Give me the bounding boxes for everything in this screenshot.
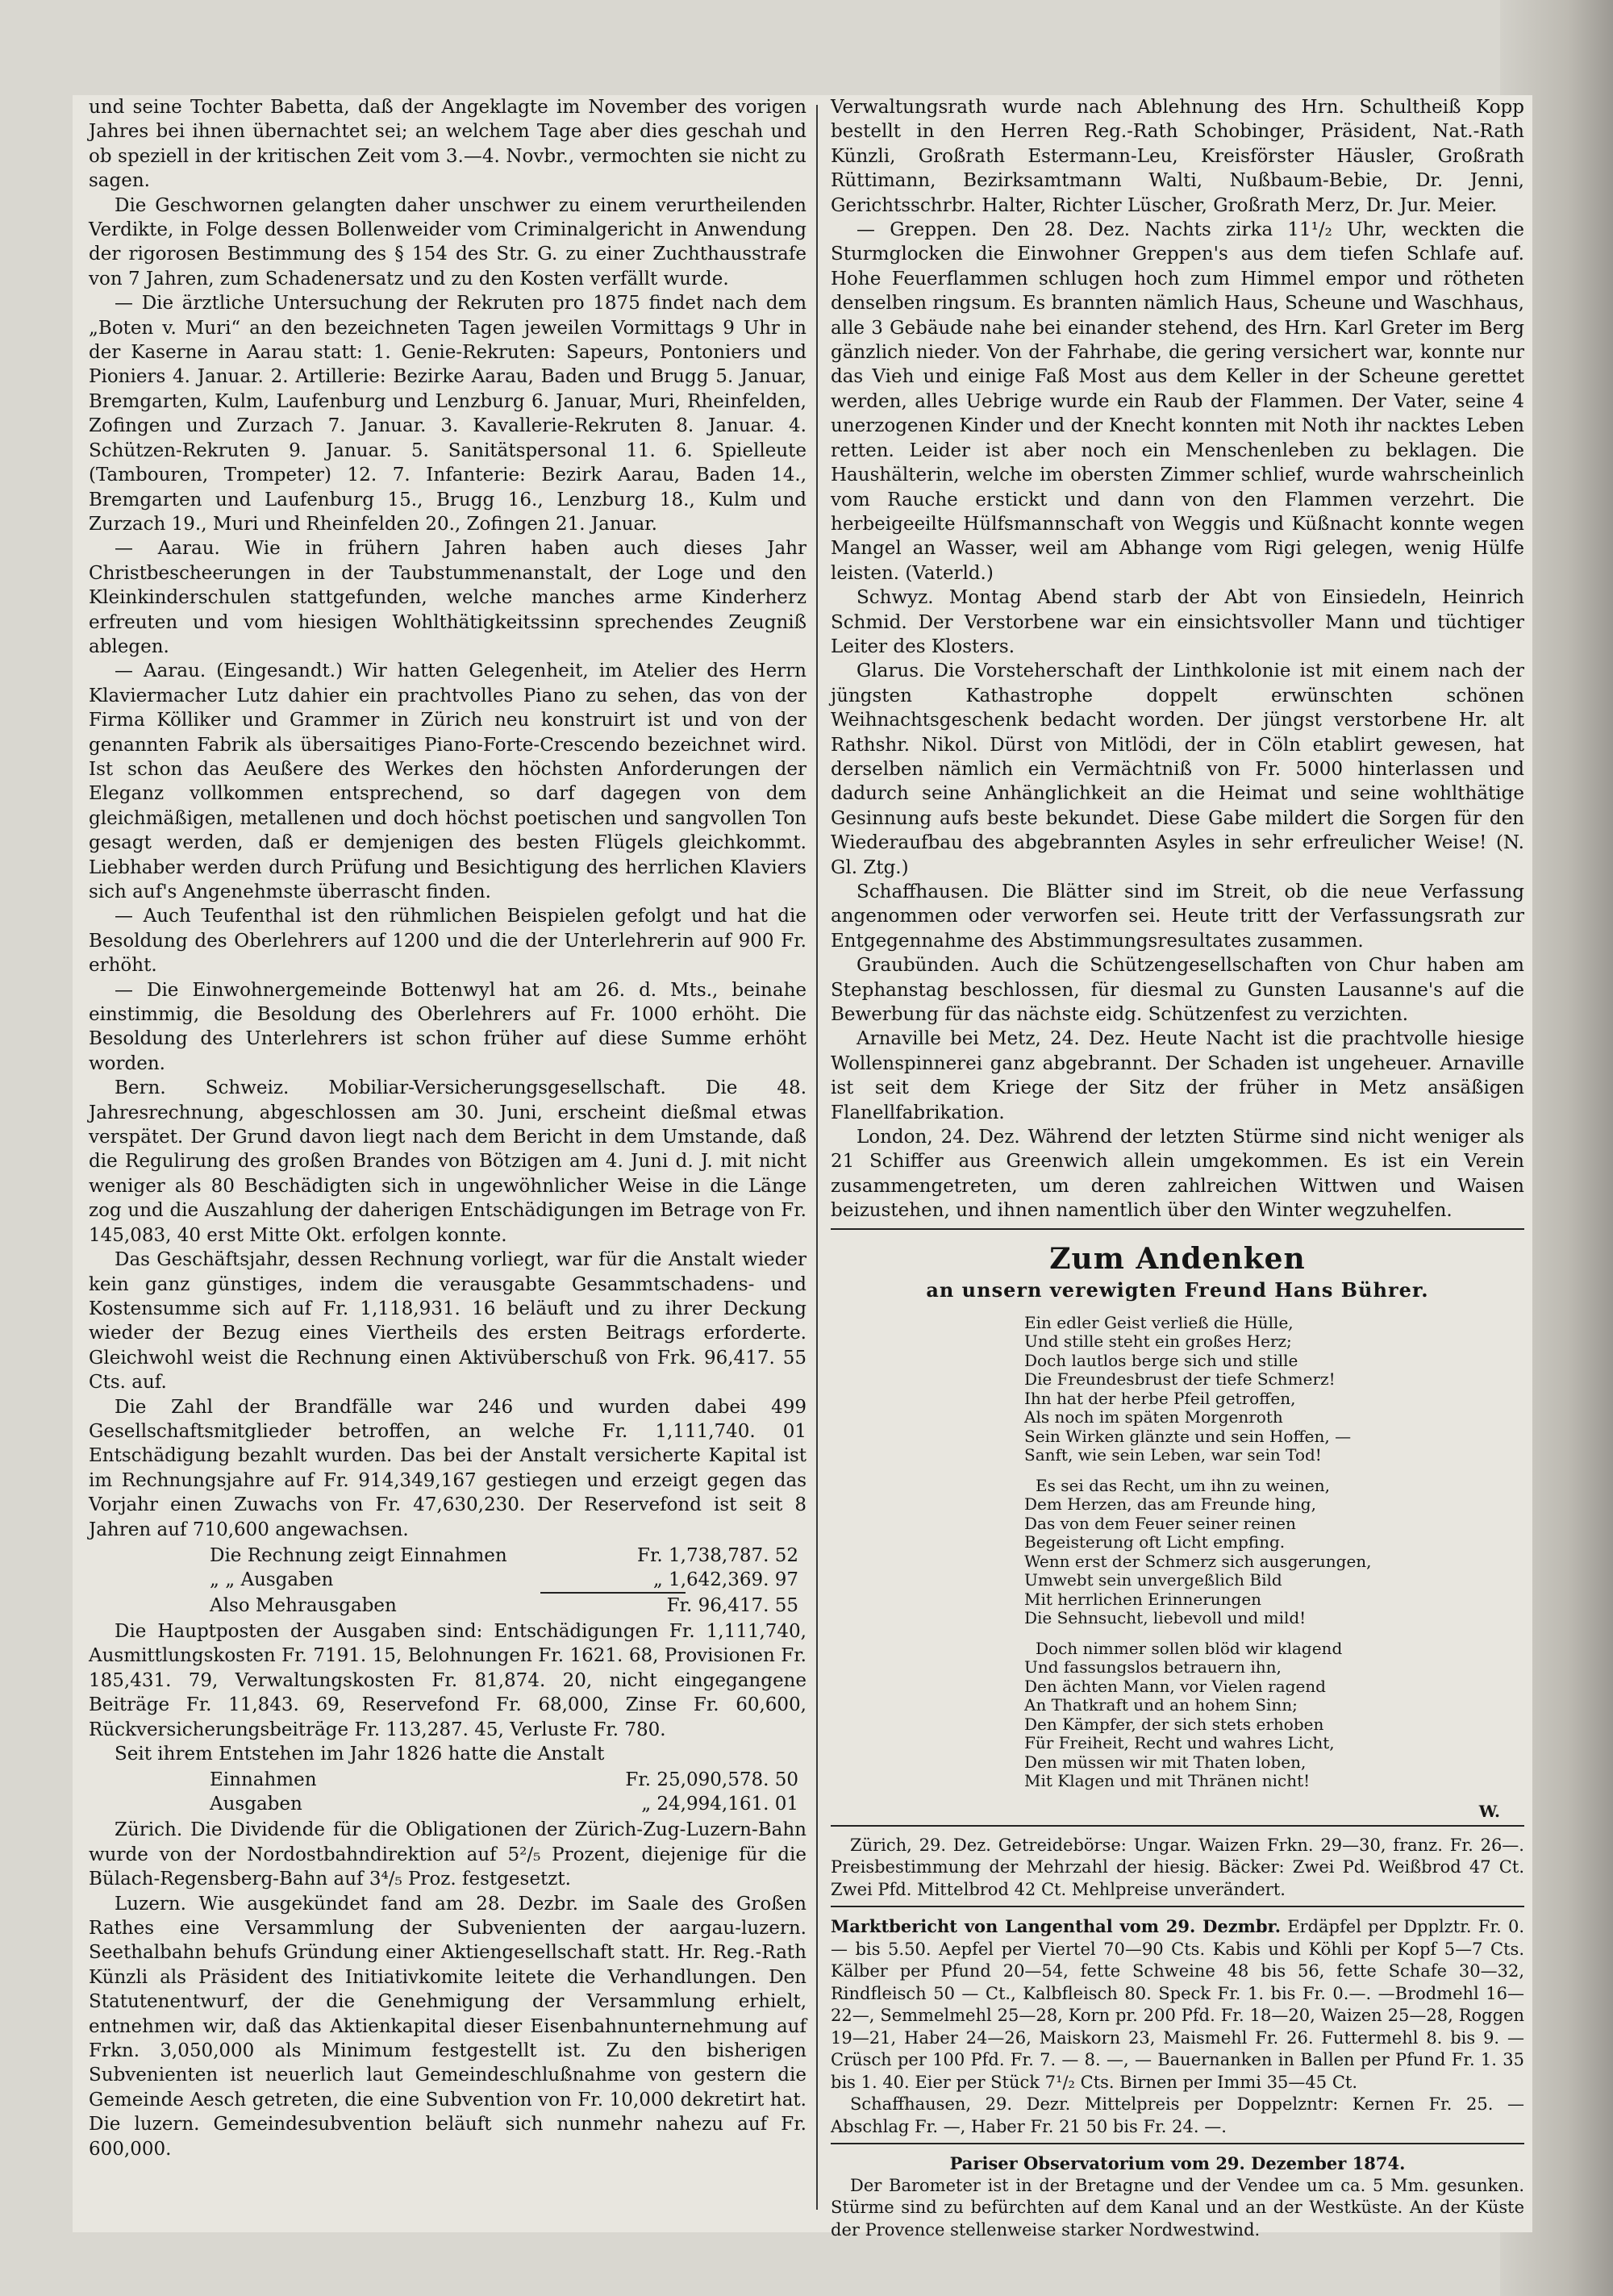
poem-stanza xyxy=(1024,1640,1524,1791)
section-rule xyxy=(831,1825,1524,1827)
article-paragraph: Verwaltungsrath wurde nach Ablehnung des Hrn. Schultheiß Kopp bestellt in den Herren Reg.-Rath Schobinger, Präsident, Nat.-Rath Künzli, Großrath Estermann-Leu, Kreisförster Häusler, Großrath Rüttimann, Bezirksamtmann Walti, Nußbaum-Bebie, Dr. Jenni, Gerichtsschrbr. Halter, Richter Lüscher, Großrath Merz, Dr. Jur. Meier. xyxy=(831,97,1524,216)
article-paragraph: Glarus. Die Vorsteherschaft der Linthkolonie ist mit einem nach der jüngsten Kathastrophe doppelt erwünschten schönen Weihnachtsgeschenk bedacht worden. Der jüngst verstorbene Hr. alt Rathshr. Nikol. Dürst von Mitlödi, der in Cöln etablirt gewesen, hat derselben nämlich ein Vermächtniß von Fr. 5000 hinterlassen und dadurch seine Anhänglichkeit an die Heimat und seine wohlthätige Gesinnung aufs beste bekundet. Diese Gabe mildert die Sorgen für den Wiederaufbau des abgebrannten Asyles in sehr erfreulicher Weise! (N. Gl. Ztg.) xyxy=(831,660,1524,878)
poem-line: Die Freundesbrust der tiefe Schmerz! xyxy=(1024,1369,1336,1390)
section-rule xyxy=(831,2143,1524,2144)
poem-signature: W. xyxy=(1478,1801,1500,1821)
article-paragraph: London, 24. Dez. Während der letzten Stürme sind nicht weniger als 21 Schiffer aus Greenwich allein umgekommen. Es ist ein Verein zusammengetreten, um deren zahlreichen Wittwen und Waisen beizustehen, und ihnen namentlich über den Winter wegzuhelfen. xyxy=(831,1127,1524,1222)
market-paragraph: Schaffhausen, 29. Dezr. Mittelpreis per Doppelzntr: Kernen Fr. 25. — Abschlag Fr. —, Haber Fr. 21 50 bis Fr. 24. —. xyxy=(831,2094,1524,2136)
table-row xyxy=(89,1768,806,1792)
poem-stanza xyxy=(1024,1314,1524,1465)
poem-line: Sanft, wie sein Leben, war sein Tod! xyxy=(1024,1445,1322,1465)
article-paragraph: Schwyz. Montag Abend starb der Abt von Einsiedeln, Heinrich Schmid. Der Verstorbene war ein einsichtsvoller Mann und tüchtiger Leiter des Klosters. xyxy=(831,587,1524,657)
poem-line: Doch nimmer sollen blöd wir klagend xyxy=(1036,1638,1343,1658)
article-paragraph: — Aarau. Wie in frühern Jahren haben auch dieses Jahr Christbescheerungen in der Taubstummenanstalt, der Loge und den Kleinkinderschulen stattgefunden, welche manches arme Kinderherz erfreuten und vom hiesigen Wohlthätigkeitssinn sprechendes Zeugniß ablegen. xyxy=(89,538,806,657)
section-rule xyxy=(831,1228,1524,1230)
poem-line: Ein edler Geist verließ die Hülle, xyxy=(1024,1312,1294,1332)
article-paragraph: Arnaville bei Metz, 24. Dez. Heute Nacht ist die prachtvolle hiesige Wollenspinnerei ganz abgebrannt. Der Schaden ist ungeheuer. Arnaville ist seit dem Kriege der Sitz der früher in Metz ansäßigen Flanellfabrikation. xyxy=(831,1028,1524,1123)
article-paragraph: Graubünden. Auch die Schützengesellschaften von Chur haben am Stephanstag beschlossen, für diesmal zu Gunsten Lausanne's auf die Bewerbung für das nächste eidg. Schützenfest zu verzichten. xyxy=(831,955,1524,1026)
article-paragraph: — Aarau. (Eingesandt.) Wir hatten Gelegenheit, im Atelier des Herrn Klaviermacher Lutz dahier ein prachtvolles Piano zu sehen, das von der Firma Kölliker und Grammer in Zürich neu konstruirt ist und von der genannten Fabrik als übersaitiges Piano-Forte-Crescendo bezeichnet wird. Ist schon das Aeußere des Werkes den höchsten Anforderungen der Eleganz vollkommen entsprechend, so darf dagegen von dem gleichmäßigen, metallenen und doch höchst poetischen und sangvollen Ton gesagt werden, daß er demjenigen des besten Flügels gleichkommt. Liebhaber werden durch Prüfung und Besichtigung des herrlichen Klaviers sich auf's Angenehmste überrascht finden. xyxy=(89,660,806,902)
table-row xyxy=(89,1594,806,1618)
account-summary-table xyxy=(89,1544,806,1618)
article-paragraph: Seit ihrem Entstehen im Jahr 1826 hatte die Anstalt xyxy=(115,1744,605,1765)
historic-totals-table xyxy=(89,1768,806,1816)
table-cell-label: Ausgaben xyxy=(210,1794,302,1815)
table-row xyxy=(89,1568,806,1592)
article-paragraph: — Die ärztliche Untersuchung der Rekruten pro 1875 findet nach dem „Boten v. Muri“ an den bezeichneten Tagen jeweilen Vormittags 9 Uhr in der Kaserne in Aarau statt: 1. Genie-Rekruten: Sapeurs, Pontoniers und Pioniers 4. Januar. 2. Artillerie: Bezirke Aarau, Baden und Brugg 5. Januar, Bremgarten, Kulm, Laufenburg und Lenzburg 6. Januar, Muri, Rheinfelden, Zofingen und Zurzach 7. Januar. 3. Kavallerie-Rekruten 8. Januar. 4. Schützen-Rekruten 9. Januar. 5. Sanitätspersonal 11. 6. Spielleute (Tambouren, Trompeter) 12. 7. Infanterie: Bezirk Aarau, Baden 14., Bremgarten und Laufenburg 15., Brugg 16., Lenzburg 18., Kulm und Zurzach 19., Muri und Rheinfelden 20., Zofingen 21. Januar. xyxy=(89,293,806,535)
poem xyxy=(1024,1314,1524,1791)
poem-stanza xyxy=(1024,1477,1524,1628)
table-cell-value: „ 1,642,369. 97 xyxy=(652,1569,798,1590)
table-cell-value: „ 24,994,161. 01 xyxy=(641,1794,798,1815)
poem-line: Mit Klagen und mit Thränen nicht! xyxy=(1024,1771,1311,1791)
table-row xyxy=(89,1792,806,1816)
poem-line: Umwebt sein unvergeßlich Bild xyxy=(1024,1570,1282,1590)
poem-line: Sein Wirken glänzte und sein Hoffen, — xyxy=(1024,1426,1352,1446)
article-paragraph: — Die Einwohnergemeinde Bottenwyl hat am 26. d. Mts., beinahe einstimmig, die Besoldung des Oberlehrers auf Fr. 1000 erhöht. Die Besoldung des Unterlehrers ist schon früher auf diese Summe erhöht worden. xyxy=(89,979,806,1074)
market-paragraph: Zürich, 29. Dez. Getreidebörse: Ungar. Waizen Frkn. 29—30, franz. Fr. 26—. Preisbestimmung der Mehrzahl der hiesig. Bäcker: Zwei Pd. Weißbrod 47 Ct. Zwei Pfd. Mittelbrod 42 Ct. Mehlpreise unverändert. xyxy=(831,1835,1524,1899)
poem-line: Und fassungslos betrauern ihn, xyxy=(1024,1657,1282,1677)
poem-line: Und stille steht ein großes Herz; xyxy=(1024,1331,1292,1352)
market-report-title: Marktbericht von Langenthal vom 29. Dezmbr. xyxy=(831,1916,1281,1937)
article-paragraph: und seine Tochter Babetta, daß der Angeklagte im November des vorigen Jahres bei ihnen übernachtet sei; an welchem Tage aber dies geschah und ob speziell in der kritischen Zeit vom 3.—4. Novbr., vermochten sie nicht zu sagen. xyxy=(89,97,806,192)
newspaper-page xyxy=(73,95,1532,2240)
poem-line: Den müssen wir mit Thaten loben, xyxy=(1024,1752,1307,1772)
table-cell-value: Fr. 96,417. 55 xyxy=(666,1594,798,1616)
article-paragraph: Das Geschäftsjahr, dessen Rechnung vorliegt, war für die Anstalt wieder kein ganz günstiges, indem die verausgabte Gesammtschadens- und Kostensumme sich auf Fr. 1,118,931. 16 beläuft und zu ihrer Deckung wieder der Bezug eines Viertheils des ersten Beitrags erforderte. Gleichwohl weist die Rechnung einen Aktivüberschuß von Frk. 96,417. 55 Cts. auf. xyxy=(89,1249,806,1394)
poem-line: Das von dem Feuer seiner reinen xyxy=(1024,1513,1296,1533)
column-divider xyxy=(816,105,818,2210)
poem-line: Ihn hat der herbe Pfeil getroffen, xyxy=(1024,1388,1296,1408)
poem-line: Mit herrlichen Erinnerungen xyxy=(1024,1589,1262,1609)
table-row xyxy=(89,1544,806,1568)
article-paragraph: Bern. Schweiz. Mobiliar-Versicherungsgesellschaft. Die 48. Jahresrechnung, abgeschlossen am 30. Juni, erscheint dießmal etwas verspätet. Der Grund davon liegt nach dem Bericht in dem Umstande, daß die Regulirung des großen Brandes von Bötzigen am 4. Juni d. J. mit nicht weniger als 80 Beschädigten sich in ungewöhnlicher Weise in die Länge zog und die Auszahlung der daherigen Entschädigungen im Betrage von Fr. 145,083, 40 erst Mitte Okt. erfolgen konnte. xyxy=(89,1077,806,1246)
table-cell-label: Die Rechnung zeigt Einnahmen xyxy=(210,1544,507,1566)
article-paragraph: Die Geschwornen gelangten daher unschwer zu einem verurtheilenden Verdikte, in Folge dessen Bollenweider vom Criminalgericht in Anwendung der rigorosen Bestimmung des § 154 des Str. G. zu einer Zuchthausstrafe von 7 Jahren, zum Schadenersatz und zu den Kosten verfällt wurde. xyxy=(89,194,806,290)
table-cell-value: Fr. 25,090,578. 50 xyxy=(625,1769,798,1791)
table-cell-label: „ „ Ausgaben xyxy=(210,1569,334,1590)
article-paragraph: Die Zahl der Brandfälle war 246 und wurden dabei 499 Gesellschaftsmitglieder betroffen, an welche Fr. 1,111,740. 01 Entschädigung bezahlt wurden. Das bei der Anstalt versicherte Kapital ist im Rechnungsjahre auf Fr. 914,349,167 gestiegen und erzeigt gegen das Vorjahr einen Zuwachs von Fr. 47,630,230. Der Reservefond ist seit 8 Jahren auf 710,600 angewachsen. xyxy=(89,1396,806,1540)
article-paragraph: Die Hauptposten der Ausgaben sind: Entschädigungen Fr. 1,111,740, Ausmittlungskosten Fr. 7191. 15, Belohnungen Fr. 1621. 68, Provisionen Fr. 185,431. 79, Verwaltungskosten Fr. 81,874. 20, nicht eingegangene Beiträge Fr. 11,843. 69, Reservefond Fr. 68,000, Zinse Fr. 60,600, Rückversicherungsbeiträge Fr. 113,287. 45, Verluste Fr. 780. xyxy=(89,1620,806,1740)
table-cell-label: Also Mehrausgaben xyxy=(210,1594,397,1616)
poem-line: Den Kämpfer, der sich stets erhoben xyxy=(1024,1714,1324,1734)
table-cell-value: Fr. 1,738,787. 52 xyxy=(637,1544,798,1566)
section-rule xyxy=(831,1906,1524,1907)
article-paragraph: Schaffhausen. Die Blätter sind im Streit, ob die neue Verfassung angenommen oder verworfen sei. Heute tritt der Verfassungsrath zur Entgegennahme des Abstimmungsresultates zusammen. xyxy=(831,881,1524,952)
poem-line: Als noch im späten Morgenroth xyxy=(1024,1407,1283,1427)
poem-line: Für Freiheit, Recht und wahres Licht, xyxy=(1024,1733,1335,1753)
poem-title: Zum Andenken xyxy=(1049,1241,1306,1276)
left-column xyxy=(89,95,806,2161)
article-paragraph: — Greppen. Den 28. Dez. Nachts zirka 11¹/₂ Uhr, weckten die Sturmglocken die Einwohner Greppen's aus dem tiefen Schlafe auf. Hohe Feuerflammen schlugen hoch zum Himmel empor und rötheten denselben ringsum. Es brannten nämlich Haus, Scheune und Waschhaus, alle 3 Gebäude nahe bei einander stehend, des Hrn. Karl Greter im Berg gänzlich nieder. Von der Fahrhabe, die gering versichert war, konnte nur das Vieh und einige Faß Most aus dem Keller in der Scheune gerettet werden, alles Uebrige wurde ein Raub der Flammen. Der Vater, seine 4 unerzogenen Kinder und der Knecht konnten mit Noth ihr nacktes Leben retten. Leider ist aber noch ein Menschenleben zu beklagen. Die Haushälterin, welche im obersten Zimmer schlief, wurde wahrscheinlich vom Rauche erstickt und dann von den Flammen verzehrt. Die herbeigeeilte Hülfsmannschaft von Weggis und Küßnacht konnte wegen Mangel an Wasser, weil am Abhange vom Rigi gelegen, wenig Hülfe leisten. (Vaterld.) xyxy=(831,219,1524,584)
observatory-paragraph: Der Barometer ist in der Bretagne und der Vendee um ca. 5 Mm. gesunken. Stürme sind zu befürchten auf dem Kanal und an der Westküste. An der Küste der Provence stellenweise starker Nordwestwind. xyxy=(831,2175,1524,2240)
poem-line: Es sei das Recht, um ihn zu weinen, xyxy=(1036,1475,1330,1495)
poem-line: Wenn erst der Schmerz sich ausgerungen, xyxy=(1024,1551,1372,1571)
right-column xyxy=(831,95,1524,2241)
poem-line: Doch lautlos berge sich und stille xyxy=(1024,1350,1298,1370)
market-reports xyxy=(831,1835,1524,2242)
poem-subtitle: an unsern verewigten Freund Hans Bührer. xyxy=(926,1277,1429,1302)
poem-line: An Thatkraft und an hohem Sinn; xyxy=(1024,1695,1298,1715)
observatory-title: Pariser Observatorium vom 29. Dezember 1874. xyxy=(949,2153,1406,2174)
article-paragraph: — Auch Teufenthal ist den rühmlichen Beispielen gefolgt und hat die Besoldung des Oberlehrers auf 1200 und die der Unterlehrerin auf 900 Fr. erhöht. xyxy=(89,906,806,977)
table-cell-label: Einnahmen xyxy=(210,1769,317,1791)
poem-line: Die Sehnsucht, liebevoll und mild! xyxy=(1024,1608,1307,1628)
article-paragraph: Luzern. Wie ausgekündet fand am 28. Dezbr. im Saale des Großen Rathes eine Versammlung der Subvenienten der aargau-luzern. Seethalbahn behufs Gründung einer Aktiengesellschaft statt. Hr. Reg.-Rath Künzli als Präsident des Initiativkomite leitete die Verhandlungen. Den Statutenentwurf, der die Genehmigung der Versammlung erhielt, entnehmen wir, daß das Aktienkapital dieser Eisenbahnunternehmung auf Frkn. 3,050,000 als Minimum festgestellt ist. Zu den bisherigen Subvenienten ist neuerlich laut Gemeindeschlußnahme von gestern die Gemeinde Aesch getreten, die eine Subvention von Fr. 10,000 dekretirt hat. Die luzern. Gemeindesubvention beläuft sich nunmehr nahezu auf Fr. 600,000. xyxy=(89,1893,806,2160)
poem-line: Den ächten Mann, vor Vielen ragend xyxy=(1024,1676,1326,1696)
poem-line: Dem Herzen, das am Freunde hing, xyxy=(1024,1494,1316,1515)
market-paragraph: Erdäpfel per Dpplztr. Fr. 0. — bis 5.50. Aepfel per Viertel 70—90 Cts. Kabis und Köhli per Kopf 5—7 Cts. Kälber per Pfund 20—54, fette Schweine 48 bis 56, fette Schafe 30—32, Rindfleisch 50 — Ct., Kalbfleisch 80. Speck Fr. 1. bis Fr. 0.—. —Brodmehl 16—22—, Semmelmehl 25—28, Korn pr. 200 Pfd. Fr. 18—20, Waizen 25—28, Roggen 19—21, Haber 24—26, Maiskorn 23, Maismehl Fr. 26. Futtermehl 8. bis 9. — Crüsch per 100 Pfd. Fr. 7. — 8. —, — Bauernanken in Ballen per Pfund Fr. 1. 35 bis 1. 40. Eier per Stück 7¹/₂ Cts. Birnen per Immi 35—45 Ct. xyxy=(831,1917,1524,2092)
article-paragraph: Zürich. Die Dividende für die Obligationen der Zürich-Zug-Luzern-Bahn wurde von der Nordostbahndirektion auf 5²/₅ Prozent, diejenige für die Bülach-Regensberg-Bahn auf 3⁴/₅ Proz. festgesetzt. xyxy=(89,1819,806,1890)
poem-line: Begeisterung oft Licht empfing. xyxy=(1024,1532,1286,1552)
